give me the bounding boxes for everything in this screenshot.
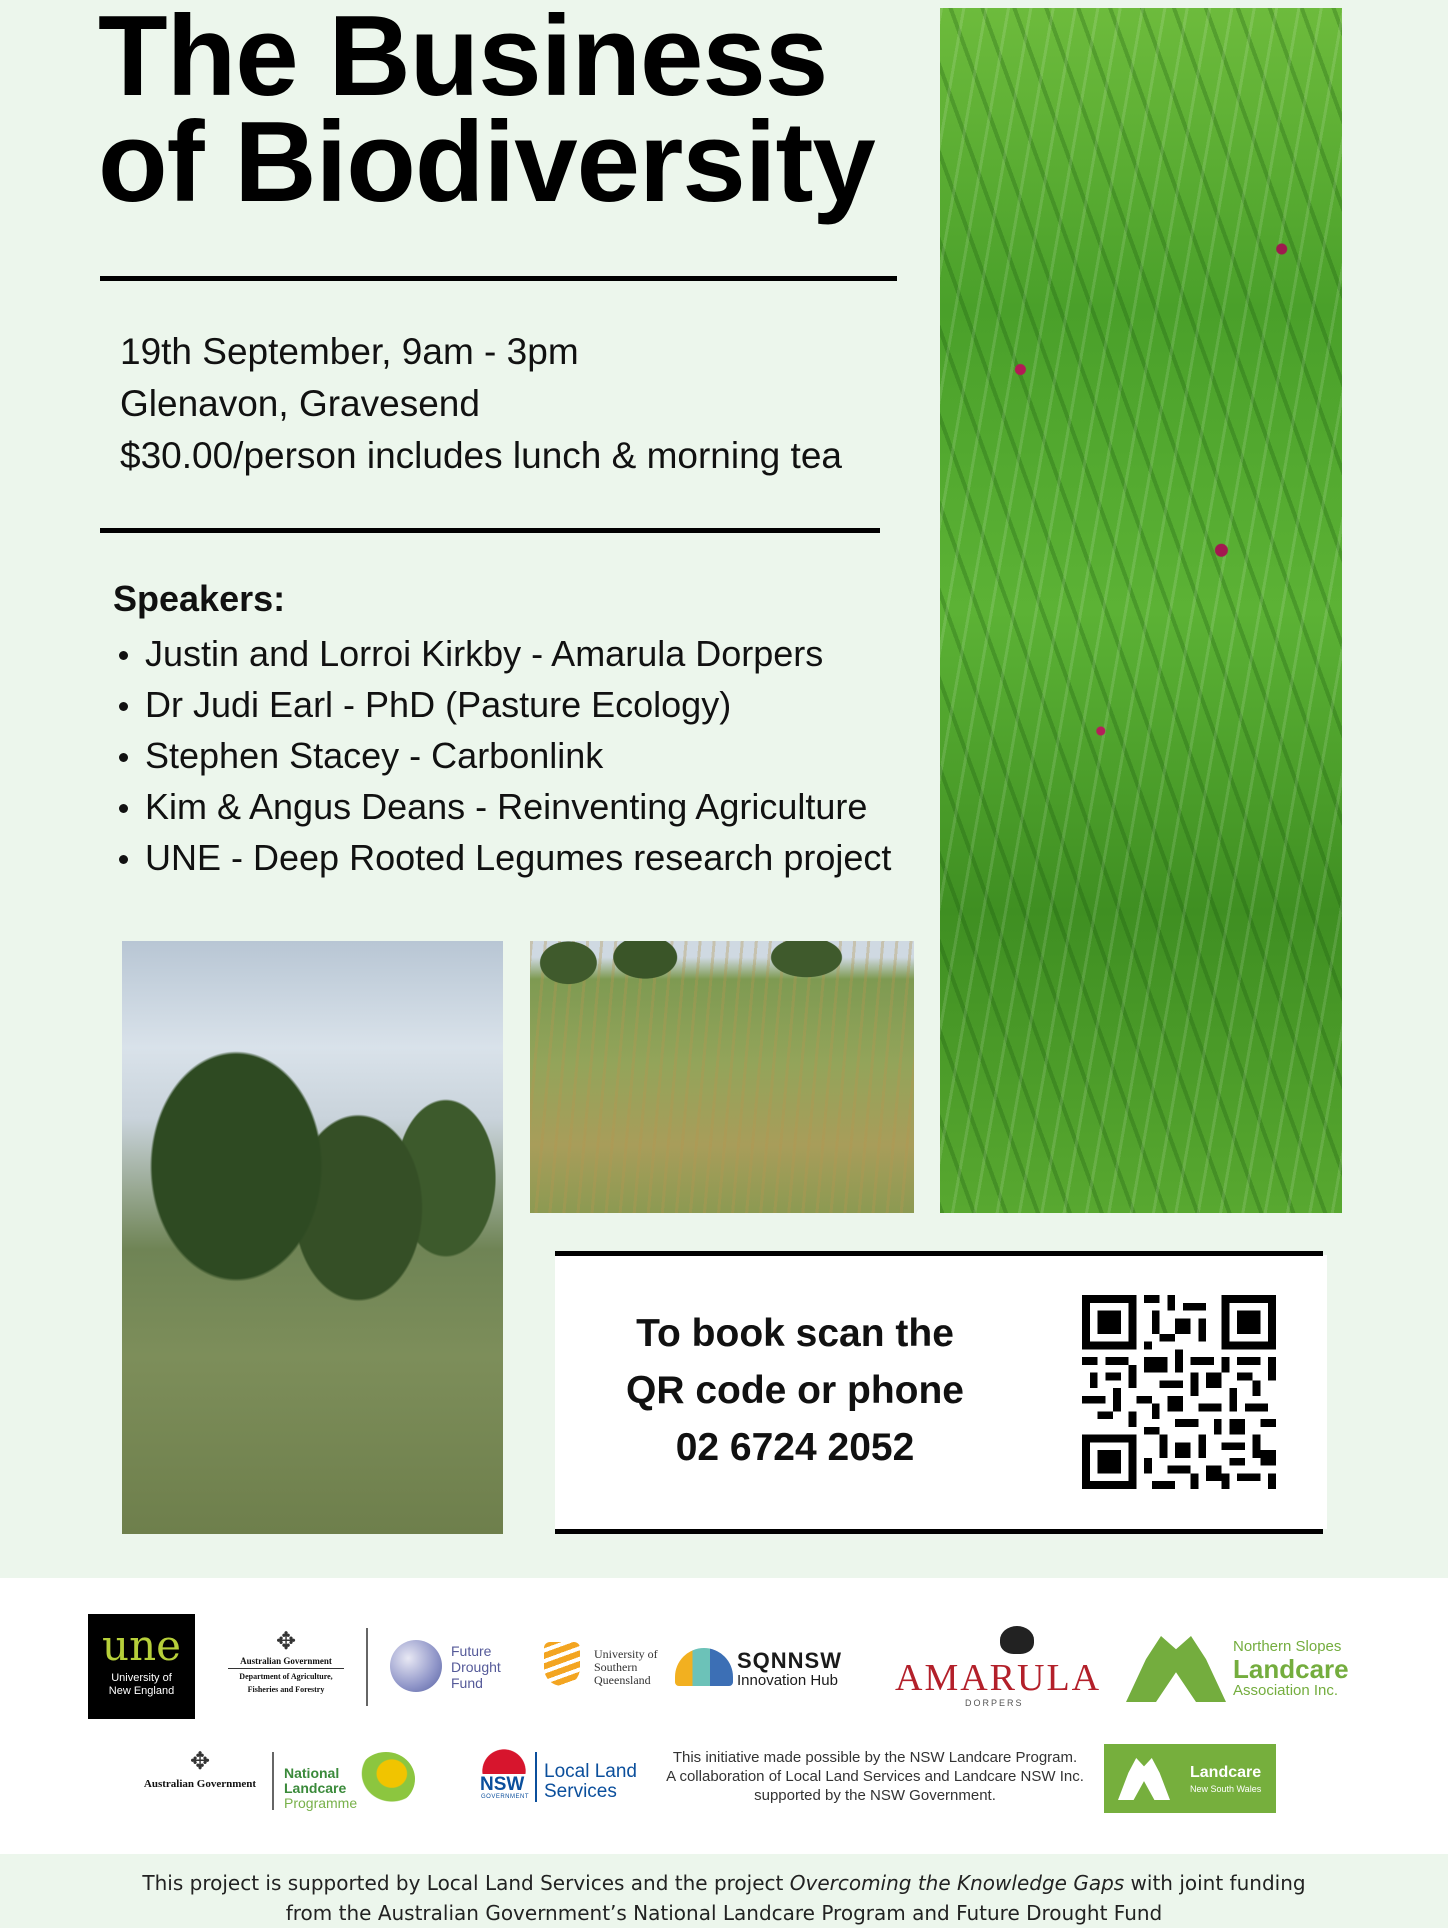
speakers-heading: Speakers:: [113, 578, 286, 619]
event-date: 19th September, 9am - 3pm: [120, 331, 579, 372]
project-name: Overcoming the Knowledge Gaps: [789, 1871, 1125, 1895]
title-line-1: The Business: [98, 0, 828, 120]
title-line-2: of Biodiversity: [98, 99, 875, 226]
logo-divider: [366, 1628, 368, 1706]
northern-slopes-landcare-logo: Northern Slopes Landcare Association Inc.: [1233, 1638, 1349, 1699]
list-item: Justin and Lorroi Kirkby - Amarula Dorpers: [113, 628, 891, 679]
future-drought-fund-icon: [390, 1640, 442, 1692]
local-land-services-logo: Local Land Services: [544, 1761, 637, 1802]
amarula-subtitle: DORPERS: [965, 1698, 1024, 1708]
une-logo: une University of New England: [88, 1614, 195, 1719]
landcare-leaf-icon: [357, 1752, 415, 1806]
list-item: Stephen Stacey - Carbonlink: [113, 730, 891, 781]
australian-government-logo: ✥ Australian Government: [138, 1748, 262, 1790]
landcare-hands-icon: [1118, 1758, 1170, 1800]
coat-of-arms-icon: ✥: [275, 1629, 297, 1655]
initiative-statement: This initiative made possible by the NSW Landcare Program. A collaboration of Local Land Services and Landcare NSW Inc. supported by the NSW Government.: [666, 1749, 1084, 1804]
legume-pasture-photo: [940, 8, 1342, 1213]
national-landcare-programme-logo: National Landcare Programme: [284, 1765, 358, 1811]
booking-box-bottom-rule: [555, 1529, 1323, 1534]
sqnnsw-innovation-hub-logo: SQNNSW Innovation Hub: [737, 1648, 842, 1689]
booking-box-top-rule: [555, 1251, 1323, 1256]
divider-top: [100, 276, 897, 281]
amarula-logo: AMARULA: [895, 1657, 1102, 1699]
trees-pasture-photo: [122, 941, 503, 1534]
event-location: Glenavon, Gravesend: [120, 383, 480, 424]
list-item: UNE - Deep Rooted Legumes research project: [113, 832, 891, 883]
divider-middle: [100, 528, 880, 533]
list-item: Dr Judi Earl - PhD (Pasture Ecology): [113, 679, 891, 730]
sheep-head-icon: [1000, 1626, 1034, 1654]
australian-government-agriculture-logo: ✥ Australian Government Department of Agriculture, Fisheries and Forestry: [228, 1628, 344, 1695]
usq-shield-icon: [544, 1642, 580, 1686]
speakers-list: [113, 628, 891, 883]
qr-code-icon[interactable]: [1082, 1295, 1276, 1489]
booking-phone: 02 6724 2052: [675, 1426, 915, 1469]
event-price: $30.00/person includes lunch & morning tea: [120, 435, 842, 476]
booking-line-2: QR code or phone: [625, 1369, 964, 1412]
page-title: [98, 0, 875, 226]
logo-divider: [535, 1752, 537, 1802]
nsw-government-logo: NSW: [480, 1774, 525, 1795]
usq-logo: University of Southern Queensland: [594, 1647, 658, 1687]
future-drought-fund-logo: Future Drought Fund: [451, 1643, 501, 1691]
booking-line-1: To book scan the: [636, 1312, 954, 1355]
list-item: Kim & Angus Deans - Reinventing Agriculture: [113, 781, 891, 832]
grass-field-photo: [530, 941, 914, 1213]
waratah-icon: [481, 1744, 527, 1774]
nsw-government-label: GOVERNMENT: [481, 1794, 530, 1800]
logo-divider: [272, 1752, 274, 1810]
event-details: [120, 326, 842, 482]
landcare-nsw-logo: Landcare New South Wales: [1104, 1744, 1276, 1813]
coat-of-arms-icon: ✥: [189, 1749, 211, 1775]
booking-text: [590, 1305, 1000, 1476]
funding-acknowledgement: This project is supported by Local Land Services and the project Overcoming the Knowledge Gaps with joint funding from the Australian Government’s National Landcare Program and Future Drought Fund: [142, 1871, 1306, 1925]
